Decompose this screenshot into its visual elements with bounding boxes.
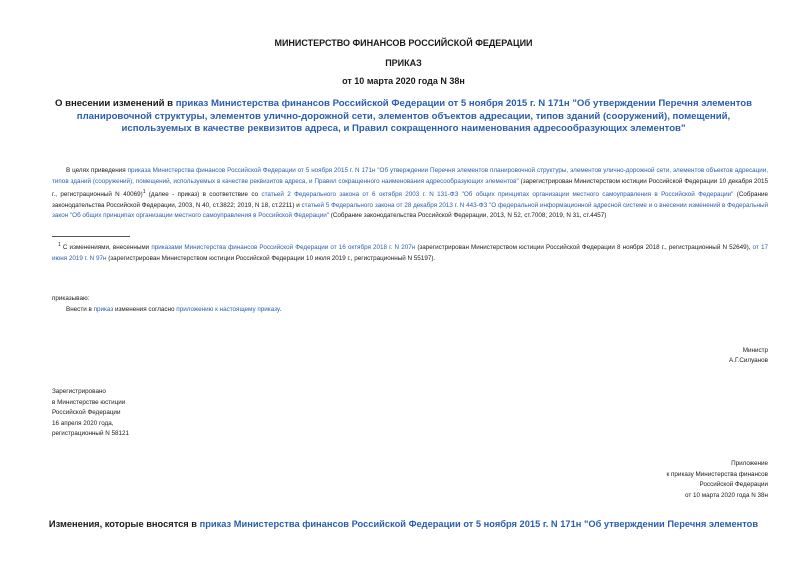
preamble-text-3: (далее - приказ) в соответствие со	[145, 191, 262, 199]
preamble-paragraph	[52, 166, 768, 222]
order-paragraph	[66, 305, 281, 316]
appendix-line: Приложение	[731, 460, 768, 467]
changes-heading-prefix: Изменения, которые вносятся в	[48, 519, 200, 529]
preamble-link-law-443fz[interactable]: статьей 5 Федерального закона от 28 декабря 2013 г. N 443-ФЗ "О федеральной информационной адресной системе и о внесении изменений в Федеральный закон "Об общих принципах организации местного самоуправления в Российской Федерации"	[52, 201, 768, 220]
order-text-3: .	[279, 306, 282, 313]
signature-name: А.Г.Силуанов	[729, 357, 768, 364]
footnote-link-97n[interactable]: от 17 июня 2019 г. N 97н	[52, 244, 768, 262]
registration-line: 16 апреля 2020 года,	[52, 419, 114, 427]
changes-heading	[30, 518, 777, 531]
signature-title: Министр	[742, 347, 768, 354]
footnote-mark: 1	[58, 242, 61, 248]
registration-line: регистрационный N 58121	[52, 430, 130, 437]
appendix-line: Российской Федерации	[699, 481, 768, 488]
order-text-2: изменения согласно	[113, 306, 177, 313]
footnote-text-2: (зарегистрирован Министерством юстиции Российской Федерации 8 ноября 2018 г., регистрационный N 52649),	[415, 244, 753, 252]
appendix-line: от 10 марта 2020 года N 38н	[685, 491, 768, 499]
preamble-text-4: (Собрание законодательства Российской Федерации, 2003, N 40, ст.3822; 2019, N 18, ст.2211) и	[52, 191, 768, 209]
registration-block	[52, 387, 129, 440]
registration-line: в Министерстве юстиции	[52, 398, 126, 406]
preamble-text-2: (зарегистрирован Министерством юстиции Российской Федерации 10 декабря 2015 г., регистрационный N 40069)	[52, 177, 769, 199]
document-subject	[46, 98, 761, 136]
registration-line: Зарегистрировано	[52, 388, 106, 395]
footnote-text-3: (зарегистрирован Министерством юстиции Российской Федерации 10 июля 2019 г., регистрационный N 55197).	[106, 254, 436, 262]
doc-date-number: от 10 марта 2020 года N 38н	[342, 76, 465, 86]
appendix-line: к приказу Министерства финансов	[666, 470, 768, 478]
order-link-appendix[interactable]: приложению к настоящему приказу	[176, 306, 280, 313]
ministry-title: МИНИСТЕРСТВО ФИНАНСОВ РОССИЙСКОЙ ФЕДЕРАЦИИ	[274, 38, 533, 48]
preamble-text-5: (Собрание законодательства Российской Федерации, 2013, N 52, ст.7008; 2019, N 31, ст.4457)	[328, 212, 607, 220]
registration-line: Российской Федерации	[52, 409, 121, 416]
appendix-block	[520, 459, 768, 501]
footnote-divider	[52, 236, 130, 237]
order-text-1: Внести в	[66, 306, 94, 313]
preamble-link-order-171n[interactable]: приказа Министерства финансов Российской Федерации от 5 ноября 2015 г. N 171н "Об утверждении Перечня элементов планировочной структуры, элементов улично-дорожной сети, элементов объектов адресации, типов зданий (сооружений), помещений, используемых в качестве реквизитов адреса, и Правил сокращенного наименования адресообразующих элементов"	[52, 167, 768, 185]
order-link-prikaz[interactable]: приказ	[93, 306, 114, 313]
subject-prefix: О внесении изменений в	[54, 98, 176, 109]
footnote	[52, 240, 768, 264]
doc-type: ПРИКАЗ	[385, 58, 422, 68]
footnote-ref[interactable]: 1	[142, 189, 146, 195]
subject-link[interactable]: приказ Министерства финансов Российской Федерации от 5 ноября 2015 г. N 171н "Об утверждении Перечня элементов планировочной структуры, элементов улично-дорожной сети, элементов объектов адресации, типов зданий (сооружений), помещений, используемых в качестве реквизитов адреса, и Правил сокращенного наименования адресообразующих элементов"	[76, 98, 753, 134]
preamble-text-1: В целях приведения	[66, 167, 128, 174]
preamble-link-law-131fz[interactable]: статьей 2 Федерального закона от 6 октября 2003 г. N 131-ФЗ "Об общих принципах организации местного самоуправления в Российской Федерации"	[261, 191, 734, 199]
footnote-text-1: С изменениями, внесенными	[60, 244, 152, 252]
changes-heading-link[interactable]: приказ Министерства финансов Российской Федерации от 5 ноября 2015 г. N 171н "Об утверждении Перечня элементов	[199, 519, 759, 529]
footnote-link-207n[interactable]: приказами Министерства финансов Российской Федерации от 16 октября 2018 г. N 207н	[151, 244, 416, 252]
order-label: приказываю:	[52, 295, 90, 302]
